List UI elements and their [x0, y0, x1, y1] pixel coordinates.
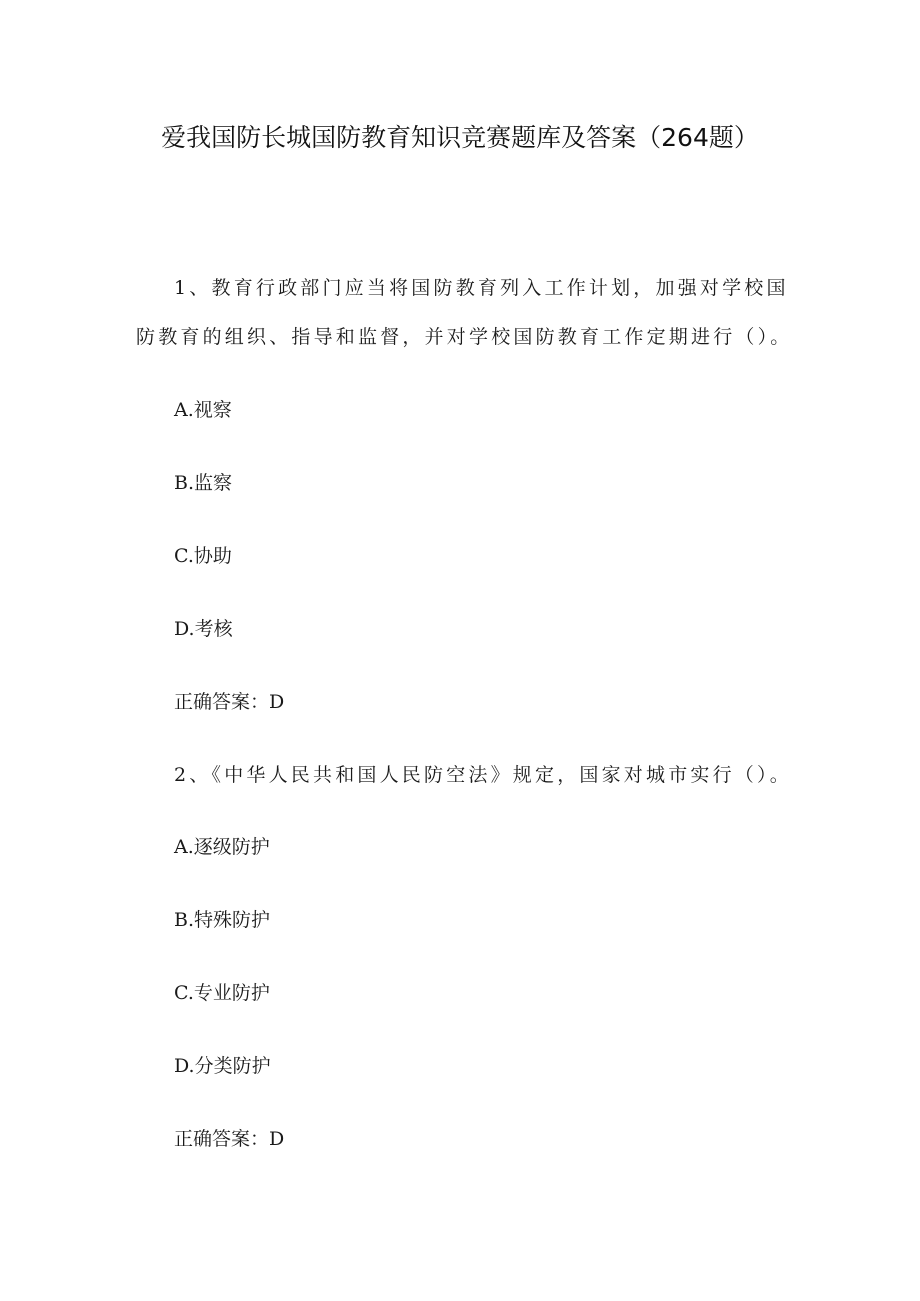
document-title: 爱我国防长城国防教育知识竞赛题库及答案（264题） — [161, 123, 759, 152]
question-1-option-c: C.协助 — [174, 545, 232, 567]
question-2-stem-line-1: 2、《中华人民共和国人民防空法》规定，国家对城市实行（）。 — [174, 764, 792, 786]
question-1-answer: 正确答案：D — [174, 691, 285, 713]
question-1-stem-line-1: 1、教育行政部门应当将国防教育列入工作计划，加强对学校国 — [174, 277, 789, 299]
question-1-option-a: A.视察 — [174, 399, 232, 421]
question-1-option-d: D.考核 — [174, 618, 233, 640]
question-2-option-d: D.分类防护 — [174, 1055, 271, 1077]
question-2-option-c: C.专业防护 — [174, 982, 270, 1004]
question-2-option-b: B.特殊防护 — [174, 909, 271, 931]
question-2-option-a: A.逐级防护 — [174, 836, 270, 858]
question-1-option-b: B.监察 — [174, 472, 233, 494]
question-2-answer: 正确答案：D — [174, 1128, 285, 1150]
question-1-stem-line-2: 防教育的组织、指导和监督，并对学校国防教育工作定期进行（）。 — [136, 326, 793, 348]
